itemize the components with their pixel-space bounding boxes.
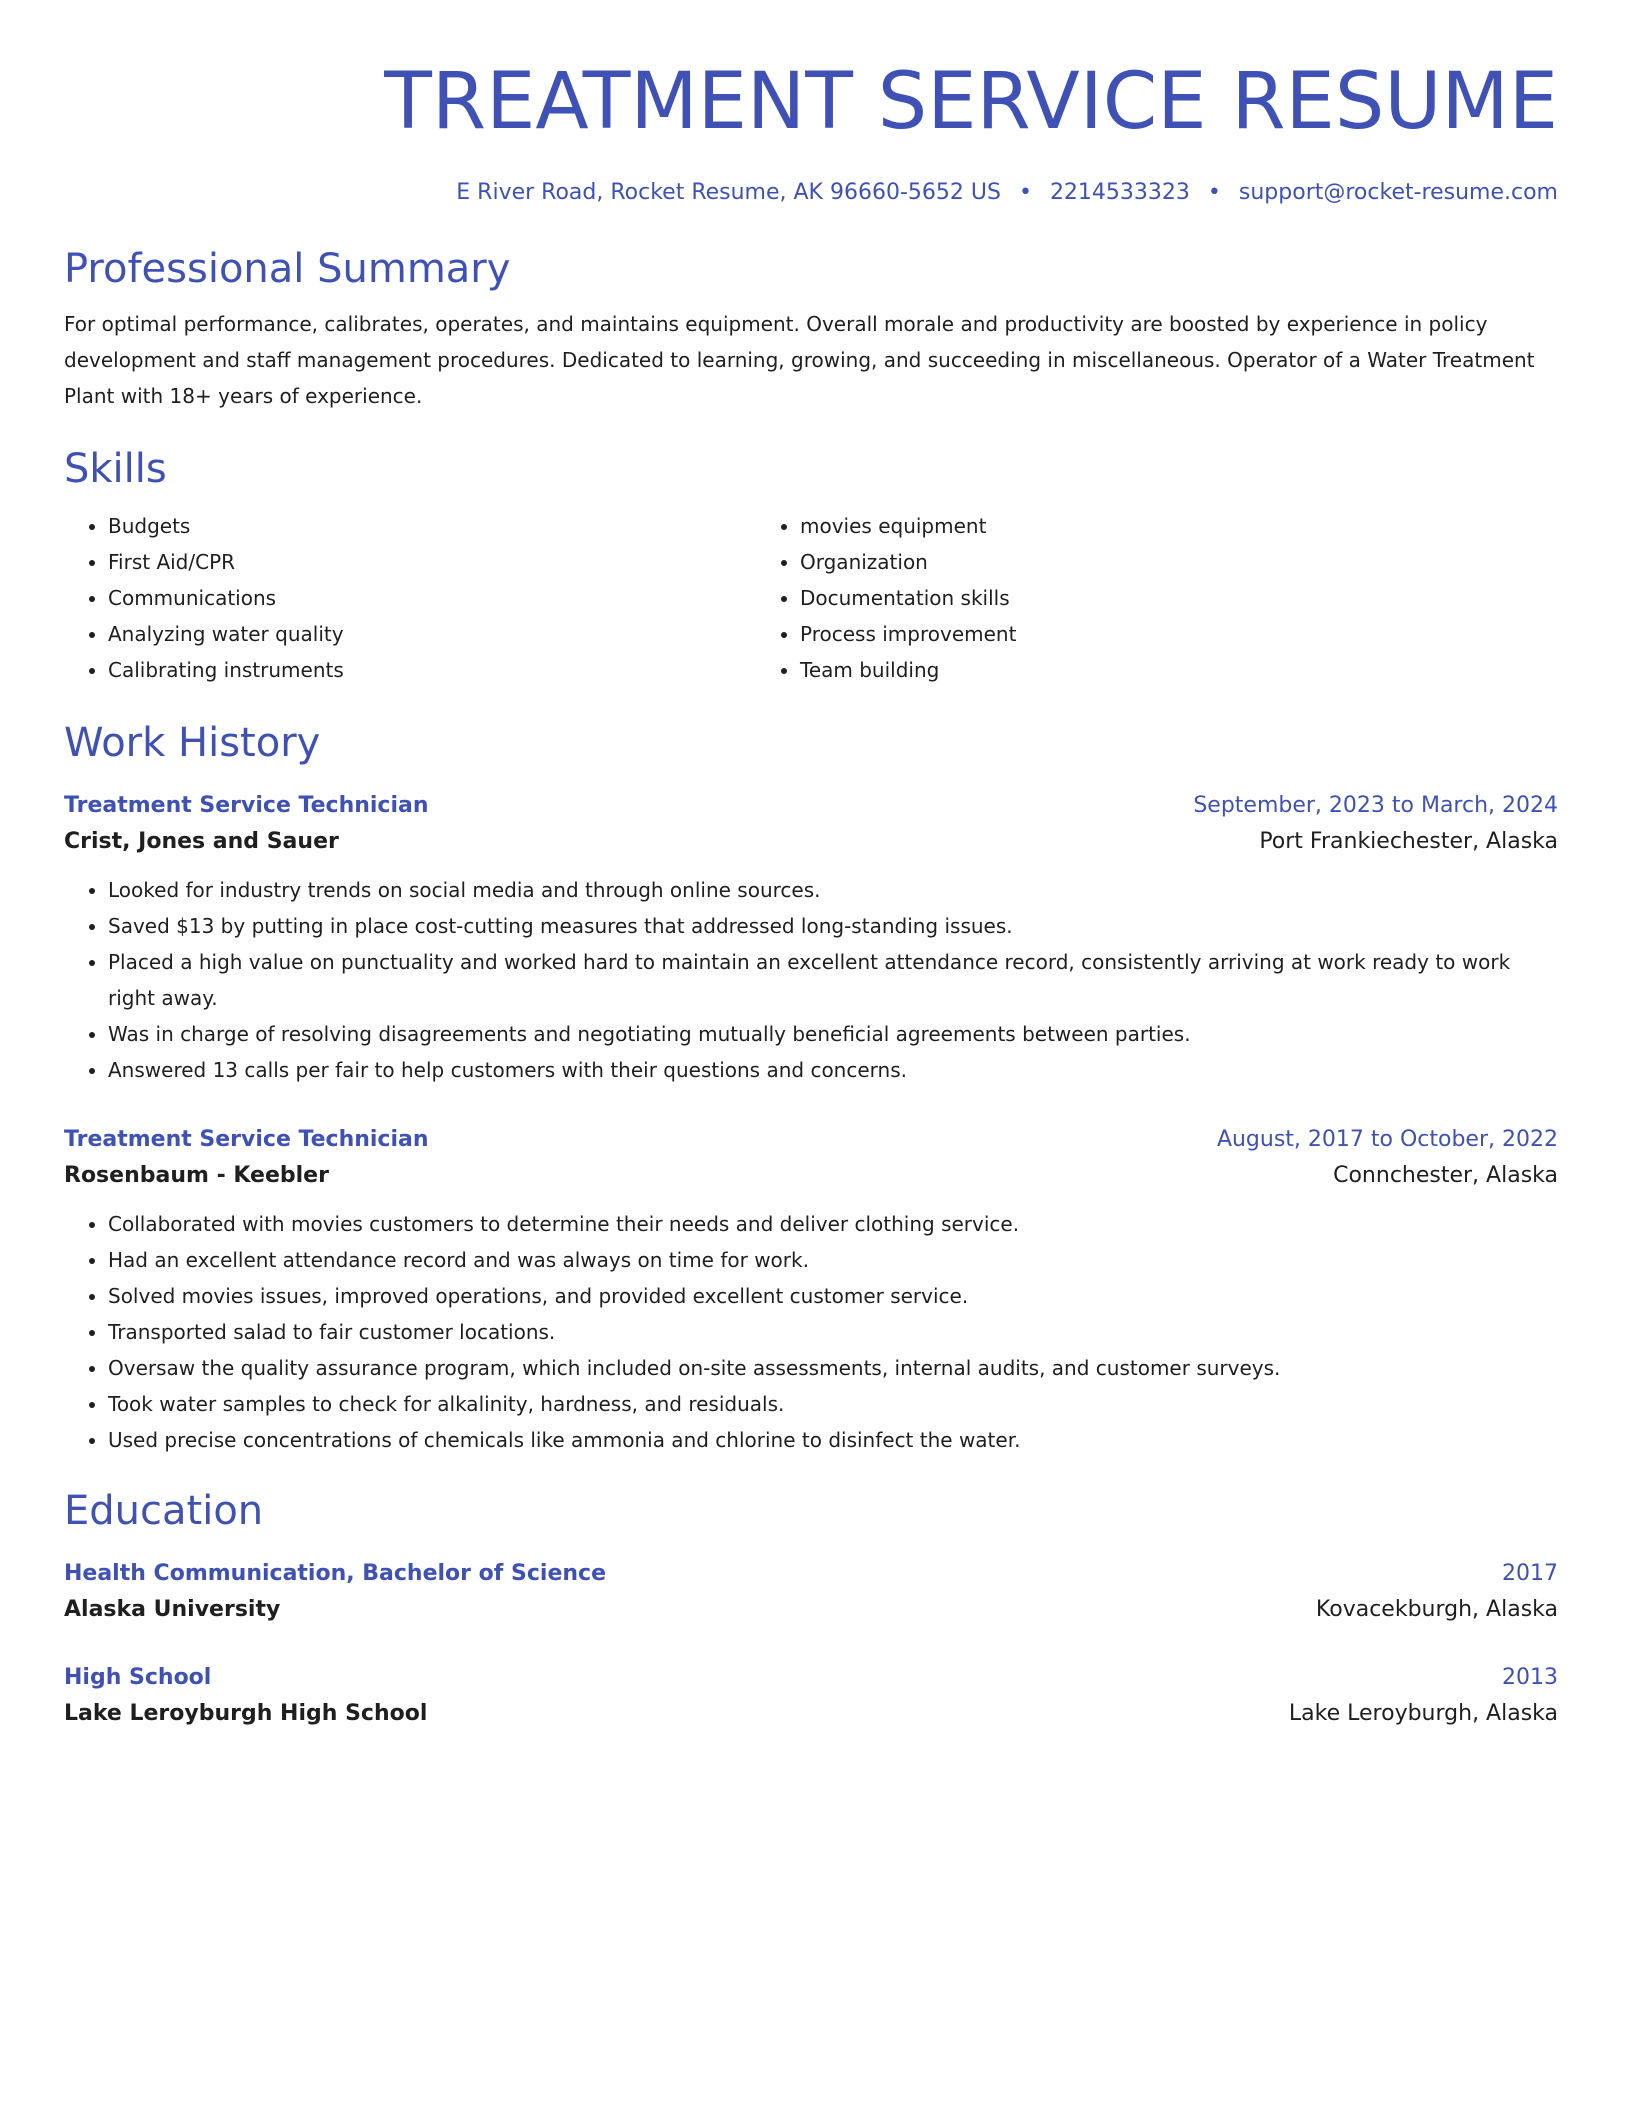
summary-heading: Professional Summary xyxy=(64,246,511,292)
job-bullet: • Looked for industry trends on social media and through online sources. xyxy=(108,872,1558,908)
education-entry xyxy=(64,1556,1558,1628)
skill-item: • Documentation skills xyxy=(800,580,1448,616)
skill-item: • movies equipment xyxy=(800,508,1448,544)
job-bullet: • Saved $13 by putting in place cost-cutting measures that addressed long-standing issues. xyxy=(108,908,1558,944)
skill-item: • First Aid/CPR xyxy=(108,544,756,580)
job-title: Treatment Service Technician xyxy=(64,793,429,818)
job-bullet: • Answered 13 calls per fair to help customers with their questions and concerns. xyxy=(108,1052,1558,1088)
job-bullets xyxy=(64,872,1558,1088)
education-degree: High School xyxy=(64,1665,212,1690)
education-header-row xyxy=(64,1660,1558,1696)
education-school: Lake Leroyburgh High School xyxy=(64,1701,428,1726)
skill-item: • Team building xyxy=(800,652,1448,688)
job-header-row xyxy=(64,1122,1558,1158)
education-heading: Education xyxy=(64,1488,264,1534)
summary-text: For optimal performance, calibrates, operates, and maintains equipment. Overall morale and productivity are boosted by experience in policy development and staff management procedures. Dedicated to learning, growing, and succeeding in miscellaneous. Operator of a Water Treatment Plant with 18+ years of experience. xyxy=(64,312,1535,408)
job-bullet: • Collaborated with movies customers to determine their needs and deliver clothing service. xyxy=(108,1206,1558,1242)
job-bullet: • Took water samples to check for alkalinity, hardness, and residuals. xyxy=(108,1386,1558,1422)
job-bullet: • Oversaw the quality assurance program, which included on-site assessments, internal audits, and customer surveys. xyxy=(108,1350,1558,1386)
resume-name: TREATMENT SERVICE RESUME xyxy=(384,57,1558,147)
contact-separator: • xyxy=(1018,180,1032,205)
job-dates: September, 2023 to March, 2024 xyxy=(1193,793,1558,818)
job-employer-row xyxy=(64,824,1558,860)
contact-phone: 2214533323 xyxy=(1049,180,1190,205)
job-header-row xyxy=(64,788,1558,824)
job-dates: August, 2017 to October, 2022 xyxy=(1216,1127,1558,1152)
education-year: 2017 xyxy=(1502,1561,1558,1586)
job-entry xyxy=(64,788,1558,1088)
job-title: Treatment Service Technician xyxy=(64,1127,429,1152)
skills-column-left xyxy=(64,508,756,688)
education-entry xyxy=(64,1660,1558,1732)
contact-line xyxy=(64,178,1558,208)
skill-item: • Organization xyxy=(800,544,1448,580)
education-location: Kovacekburgh, Alaska xyxy=(1315,1597,1558,1622)
skill-item: • Calibrating instruments xyxy=(108,652,756,688)
job-bullet: • Used precise concentrations of chemicals like ammonia and chlorine to disinfect the water. xyxy=(108,1422,1558,1458)
skills-list xyxy=(64,508,1558,688)
skill-item: • Communications xyxy=(108,580,756,616)
job-entry xyxy=(64,1122,1558,1458)
education-location: Lake Leroyburgh, Alaska xyxy=(1288,1701,1558,1726)
job-bullet: • Placed a high value on punctuality and worked hard to maintain an excellent attendance record, consistently arriving at work ready to work right away. xyxy=(108,944,1558,1016)
job-bullet: • Solved movies issues, improved operations, and provided excellent customer service. xyxy=(108,1278,1558,1314)
skill-item: • Process improvement xyxy=(800,616,1448,652)
job-company: Crist, Jones and Sauer xyxy=(64,829,339,854)
job-location: Connchester, Alaska xyxy=(1333,1163,1558,1188)
job-bullet: • Had an excellent attendance record and was always on time for work. xyxy=(108,1242,1558,1278)
skill-item: • Budgets xyxy=(108,508,756,544)
education-degree: Health Communication, Bachelor of Science xyxy=(64,1561,606,1586)
job-bullets xyxy=(64,1206,1558,1458)
job-bullet: • Transported salad to fair customer locations. xyxy=(108,1314,1558,1350)
job-employer-row xyxy=(64,1158,1558,1194)
contact-address: E River Road, Rocket Resume, AK 96660-5652 US xyxy=(456,180,1001,205)
contact-separator: • xyxy=(1207,180,1221,205)
education-school-row xyxy=(64,1696,1558,1732)
job-bullet: • Was in charge of resolving disagreements and negotiating mutually beneficial agreements between parties. xyxy=(108,1016,1558,1052)
job-company: Rosenbaum - Keebler xyxy=(64,1163,329,1188)
education-school: Alaska University xyxy=(64,1597,281,1622)
education-header-row xyxy=(64,1556,1558,1592)
education-school-row xyxy=(64,1592,1558,1628)
contact-email: support@rocket-resume.com xyxy=(1238,180,1558,205)
resume-page xyxy=(64,0,1558,1732)
skills-column-right xyxy=(756,508,1448,688)
job-location: Port Frankiechester, Alaska xyxy=(1259,829,1558,854)
work-history-heading: Work History xyxy=(64,720,321,766)
education-year: 2013 xyxy=(1502,1665,1558,1690)
skills-heading: Skills xyxy=(64,446,167,492)
skill-item: • Analyzing water quality xyxy=(108,616,756,652)
